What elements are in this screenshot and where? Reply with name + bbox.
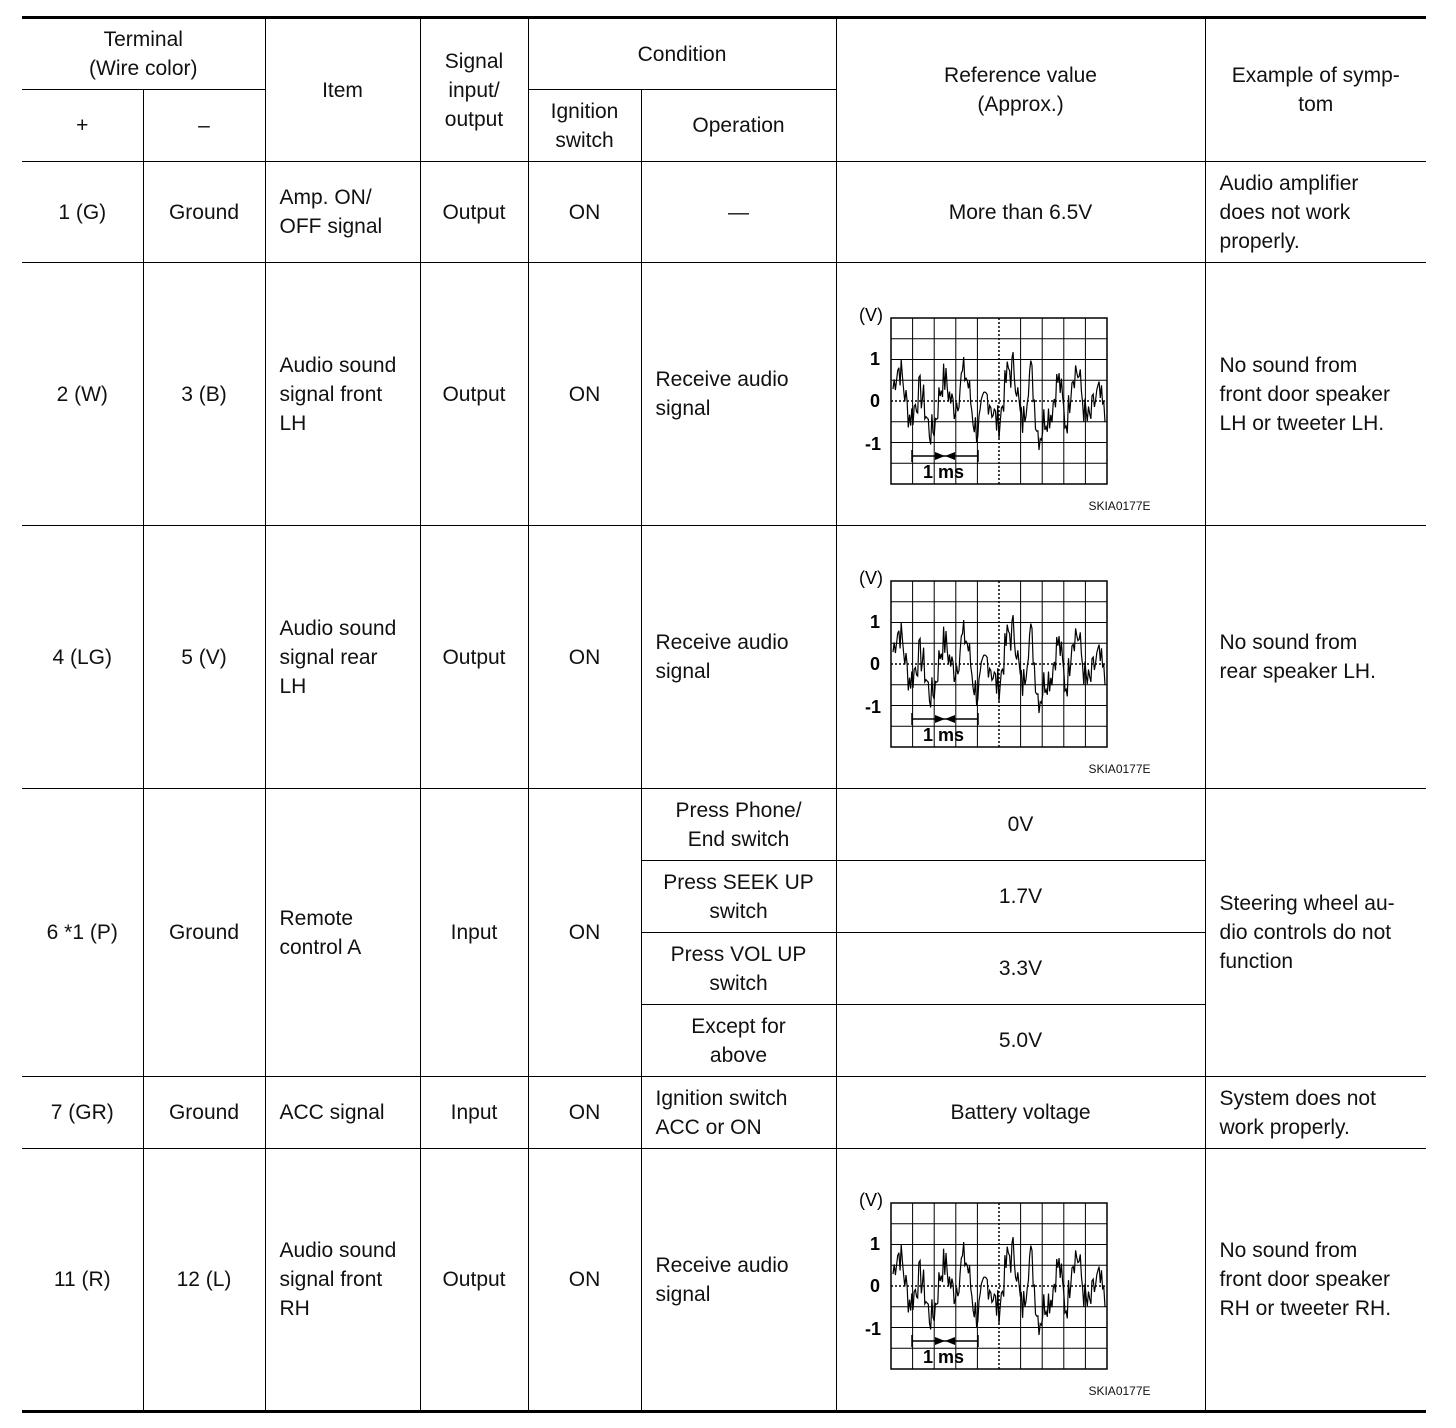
waveform-tick-0: 0: [869, 1276, 880, 1296]
waveform-tick-0: 0: [869, 390, 880, 411]
minus-terminal: Ground: [143, 1077, 265, 1149]
reference-value: Battery voltage: [836, 1077, 1205, 1149]
table-row: [22, 1149, 1426, 1412]
operation: Press VOL UP switch: [641, 933, 836, 1005]
waveform-grid: [891, 581, 1107, 747]
ignition: ON: [528, 263, 641, 526]
operation: Receive audio signal: [641, 1149, 836, 1412]
reference-waveform: [836, 526, 1205, 789]
waveform-grid: [891, 1203, 1107, 1369]
signal: Output: [420, 162, 528, 263]
oscilloscope-waveform: [837, 1149, 1206, 1410]
figure-code: SKIA0177E: [1088, 762, 1151, 776]
waveform-tick-1: 1: [869, 1234, 880, 1254]
item: Audio sound signal front LH: [265, 263, 420, 526]
reference-header: Reference value (Approx.): [836, 18, 1205, 162]
symptom: No sound from rear speaker LH.: [1205, 526, 1426, 789]
item: Amp. ON/ OFF signal: [265, 162, 420, 263]
symptom: Steering wheel au- dio controls do not function: [1205, 789, 1426, 1077]
ignition: ON: [528, 162, 641, 263]
waveform-tick-0: 0: [869, 653, 880, 674]
plus-terminal: 4 (LG): [22, 526, 143, 789]
minus-header: –: [143, 90, 265, 162]
operation: Receive audio signal: [641, 526, 836, 789]
table-row: [22, 526, 1426, 789]
plus-header: +: [22, 90, 143, 162]
ignition: ON: [528, 1149, 641, 1412]
symptom: No sound from front door speaker LH or tweeter LH.: [1205, 263, 1426, 526]
signal: Input: [420, 1077, 528, 1149]
minus-terminal: 3 (B): [143, 263, 265, 526]
time-span-label: 1 ms: [922, 461, 964, 482]
plus-terminal: 6 *1 (P): [22, 789, 143, 1077]
time-span-label: 1 ms: [922, 724, 964, 745]
oscilloscope-waveform: [837, 527, 1206, 788]
signal: Output: [420, 526, 528, 789]
signal: Output: [420, 1149, 528, 1412]
item-header: Item: [265, 18, 420, 162]
reference-value: More than 6.5V: [836, 162, 1205, 263]
oscilloscope-waveform: [837, 264, 1206, 525]
reference-value: 1.7V: [836, 861, 1205, 933]
terminal-table: [22, 16, 1426, 1413]
item: Remote control A: [265, 789, 420, 1077]
time-span-arrow: [912, 450, 978, 462]
item: ACC signal: [265, 1077, 420, 1149]
reference-value: 0V: [836, 789, 1205, 861]
item: Audio sound signal front RH: [265, 1149, 420, 1412]
plus-terminal: 1 (G): [22, 162, 143, 263]
symptom: System does not work properly.: [1205, 1077, 1426, 1149]
signal: Input: [420, 789, 528, 1077]
reference-waveform: [836, 1149, 1205, 1412]
figure-code: SKIA0177E: [1088, 1384, 1151, 1398]
waveform-tick-m1: -1: [864, 696, 881, 717]
operation: Receive audio signal: [641, 263, 836, 526]
condition-header: Condition: [528, 18, 836, 90]
plus-terminal: 2 (W): [22, 263, 143, 526]
minus-terminal: 5 (V): [143, 526, 265, 789]
ignition: ON: [528, 789, 641, 1077]
reference-value: 5.0V: [836, 1005, 1205, 1077]
operation: Ignition switch ACC or ON: [641, 1077, 836, 1149]
waveform-unit-label: (V): [858, 1190, 883, 1210]
minus-terminal: Ground: [143, 162, 265, 263]
operation: —: [641, 162, 836, 263]
table-row: [22, 789, 1426, 861]
plus-terminal: 7 (GR): [22, 1077, 143, 1149]
symptom: Audio amplifier does not work properly.: [1205, 162, 1426, 263]
operation: Press Phone/ End switch: [641, 789, 836, 861]
ignition-header: Ignition switch: [528, 90, 641, 162]
ignition: ON: [528, 1077, 641, 1149]
ignition: ON: [528, 526, 641, 789]
operation: Press SEEK UP switch: [641, 861, 836, 933]
waveform-unit-label: (V): [858, 567, 883, 588]
symptom: No sound from front door speaker RH or tweeter RH.: [1205, 1149, 1426, 1412]
waveform-tick-1: 1: [869, 611, 880, 632]
reference-waveform: [836, 263, 1205, 526]
plus-terminal: 11 (R): [22, 1149, 143, 1412]
waveform-unit-label: (V): [858, 304, 883, 325]
time-span-label: 1 ms: [922, 1347, 964, 1367]
waveform-tick-1: 1: [869, 348, 880, 369]
table-row: [22, 263, 1426, 526]
reference-value: 3.3V: [836, 933, 1205, 1005]
time-span-arrow: [912, 1335, 978, 1347]
minus-terminal: Ground: [143, 789, 265, 1077]
operation-header: Operation: [641, 90, 836, 162]
signal: Output: [420, 263, 528, 526]
operation: Except for above: [641, 1005, 836, 1077]
figure-code: SKIA0177E: [1088, 499, 1151, 513]
minus-terminal: 12 (L): [143, 1149, 265, 1412]
signal-header: Signal input/ output: [420, 18, 528, 162]
table-row: [22, 162, 1426, 263]
waveform-grid: [891, 318, 1107, 484]
time-span-arrow: [912, 713, 978, 725]
table-row: [22, 1077, 1426, 1149]
waveform-tick-m1: -1: [864, 1319, 881, 1339]
symptom-header: Example of symp- tom: [1205, 18, 1426, 162]
waveform-tick-m1: -1: [864, 433, 881, 454]
item: Audio sound signal rear LH: [265, 526, 420, 789]
terminal-header: Terminal (Wire color): [22, 18, 265, 90]
